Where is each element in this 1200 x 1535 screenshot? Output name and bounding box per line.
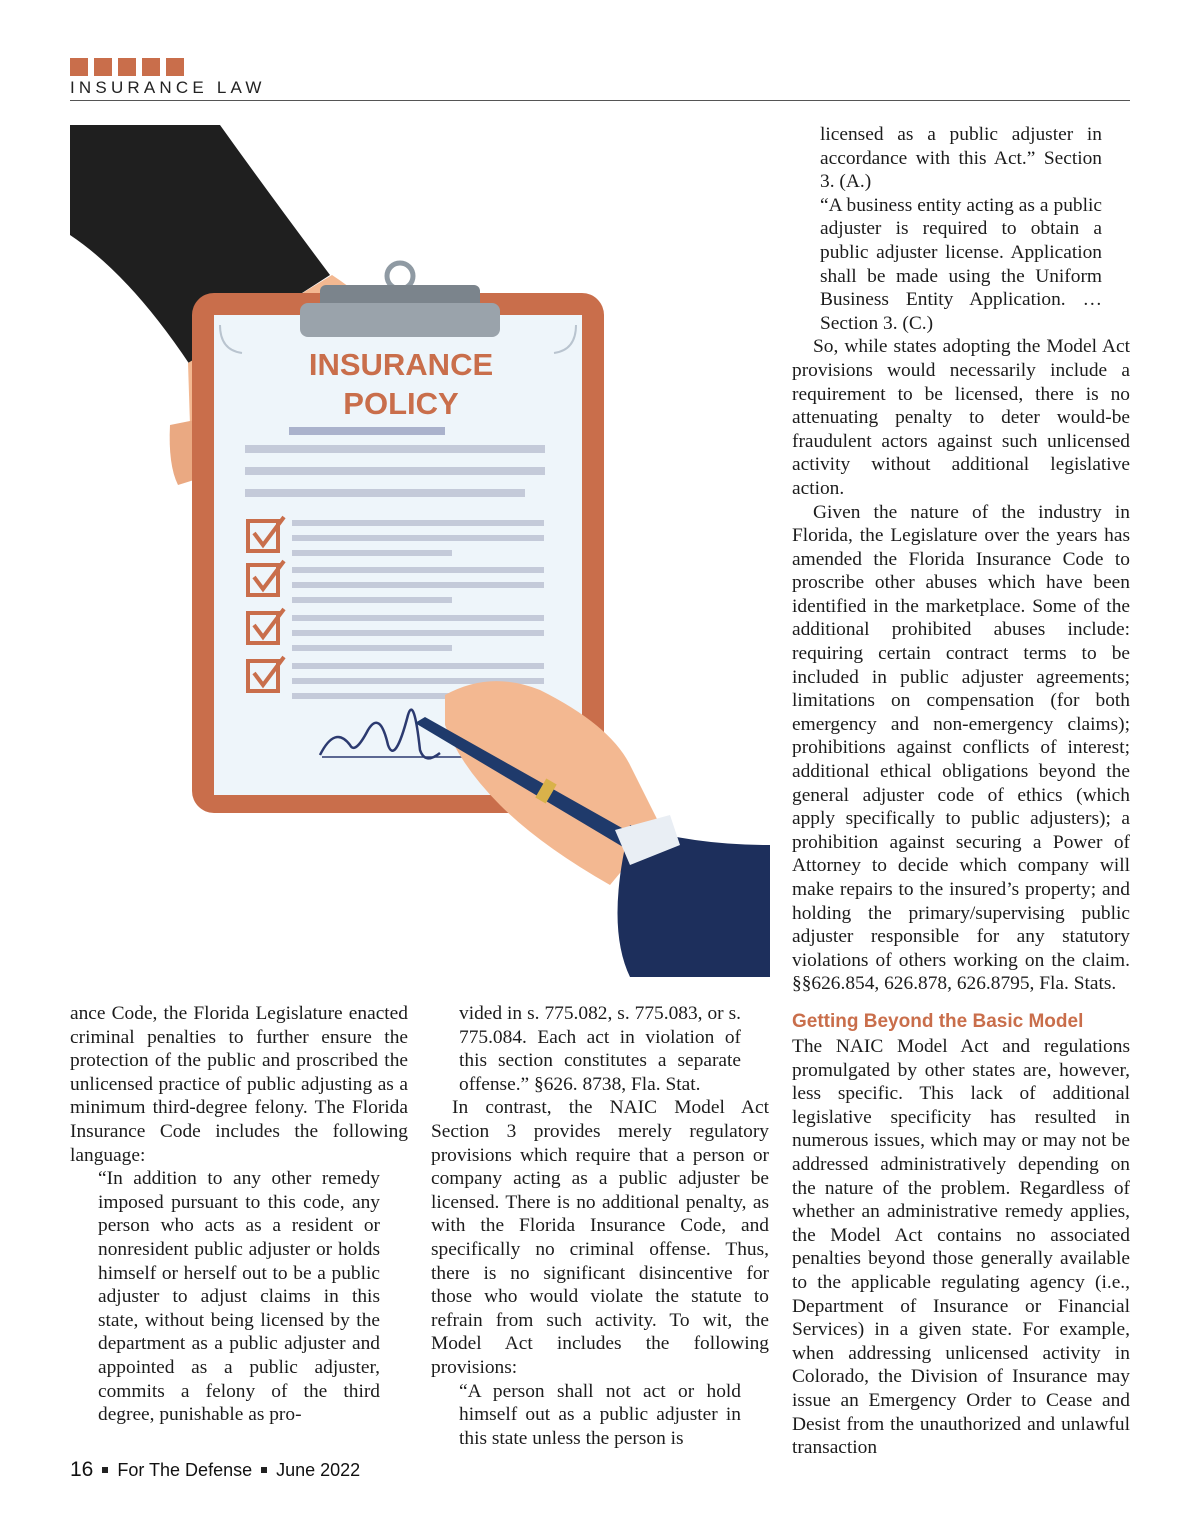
insurance-policy-illustration [70, 125, 770, 977]
block-quote: “In addition to any other remedy imposed pursuant to this code, any person who acts as a resident or nonresident public adjuster or holds himself or herself out to be a public adjuster to adjust claims in this state, without being licensed by the department as a public adjuster and appointed as a public adjuster, commits a felony of the third degree, punishable as pro- [98, 1168, 380, 1426]
issue-date: June 2022 [276, 1459, 361, 1480]
publication-name: For The Defense [117, 1459, 253, 1480]
policy-title-line2: POLICY [343, 386, 459, 421]
policy-title-line1: INSURANCE [308, 347, 494, 382]
footer-bullet [261, 1467, 267, 1473]
header-rule [70, 100, 1130, 101]
paragraph: The NAIC Model Act and regulations promulgated by other states are, however, less specific. This lack of additional legislative specificity has resulted in numerous issues, which may or may not be addressed administratively depending on the nature of the problem. Regardless of whether an administrative remedy applies, the Model Act contains no associated penalties beyond those generally available to the applicable regulating agency (i.e., Department of Insurance or Financial Services) in a given state. For example, when addressing unlicensed activity in Colorado, the Division of Insurance may issue an Emergency Order to Cease and Desist from the unauthorized and unlawful transaction [792, 1036, 1130, 1459]
column-left [70, 1002, 408, 1427]
block-quote: “A person shall not act or hold himself out as a public adjuster in this state unless the person is [459, 1380, 741, 1449]
paragraph: In contrast, the NAIC Model Act Section 3 provides merely regulatory provisions which require that a person or company acting as a public adjuster be licensed. There is no additional penalty, as with the Florida Insurance Code, and specifically no criminal offense. Thus, there is no significant disincentive for those who would violate the statute to refrain from such activity. To wit, the Model Act includes the following provisions: [431, 1097, 769, 1378]
header-square [166, 58, 184, 76]
header-square [70, 58, 88, 76]
column-middle [431, 1002, 769, 1450]
column-right-bottom [792, 1035, 1130, 1460]
block-quote: vided in s. 775.082, s. 775.083, or s. 775.084. Each act in violation of this section constitutes a separate offense.” §626. 8738, Fla. Stat. [459, 1003, 741, 1095]
page-footer [70, 1458, 360, 1482]
header-squares [70, 58, 184, 76]
section-subheading: Getting Beyond the Basic Model [792, 1011, 1084, 1032]
paragraph: ance Code, the Florida Legislature enacted criminal penalties to further ensure the protection of the public and proscribed the unlicensed practice of public adjusting as a minimum third-degree felony. The Florida Insurance Code includes the following language: [70, 1003, 408, 1166]
header-square [142, 58, 160, 76]
header-square [94, 58, 112, 76]
column-right-top [792, 123, 1130, 996]
paragraph: Given the nature of the industry in Florida, the Legislature over the years has amended the Florida Insurance Code to proscribe other abuses which have been identified in the marketplace. Some of the additional prohibited abuses include: requiring certain contract terms to be included in public adjuster agreements; limitations on compensation (for both emergency and non-emergency claims); prohibitions against conflicts of interest; additional ethical obligations beyond the general adjuster code of ethics (which apply specifically to public adjusters); a prohibition against securing a Power of Attorney to decide which company will make repairs to the insured’s property; and holding the primary/supervising public adjuster responsible for any statutory violations of others working on the claim. §§626.854, 626.878, 626.8795, Fla. Stats. [792, 501, 1130, 995]
block-quote: licensed as a public adjuster in accordance with this Act.” Section 3. (A.) [820, 124, 1102, 193]
header-square [118, 58, 136, 76]
footer-bullet [102, 1467, 108, 1473]
section-label: INSURANCE LAW [70, 78, 266, 97]
page-number: 16 [70, 1458, 94, 1481]
block-quote: “A business entity acting as a public adjuster is required to obtain a public adjuster license. Application shall be made using the Uniform Business Entity Application. … Section 3. (C.) [820, 194, 1102, 334]
paragraph: So, while states adopting the Model Act provisions would necessarily include a requirement to be licensed, there is no attenuating penalty to deter would-be fraudulent actors against such unlicensed activity without additional legislative action. [792, 336, 1130, 499]
